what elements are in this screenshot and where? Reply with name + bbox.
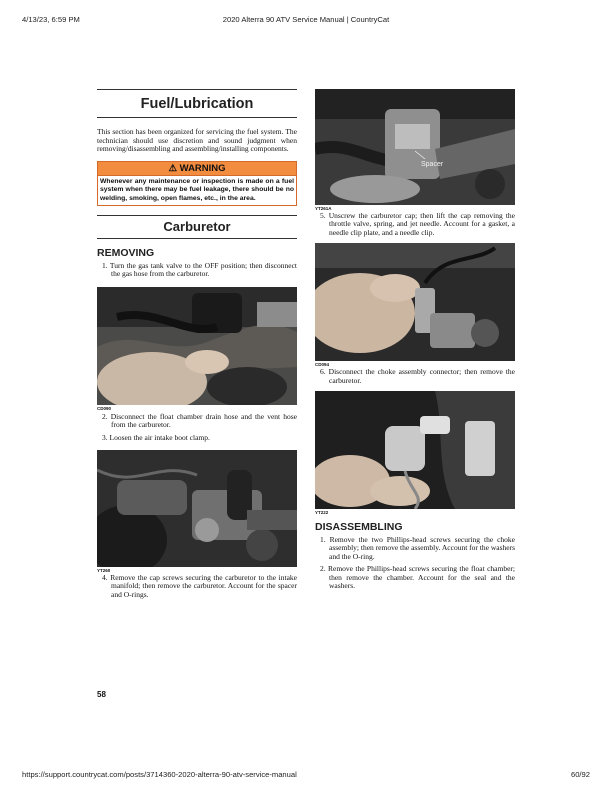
- warning-header: [98, 162, 296, 176]
- photo-carburetor-removed: [315, 391, 515, 509]
- right-column: [315, 89, 515, 590]
- photo-spacer-code: YT261A: [315, 206, 332, 211]
- disassembling-heading: DISASSEMBLING: [315, 521, 403, 534]
- removing-step-6: 6. Disconnect the choke assembly connector; then remove the carburetor.: [320, 367, 515, 385]
- warning-box: [97, 161, 297, 206]
- removing-step-4: 4. Remove the cap screws securing the carburetor to the intake manifold; then remove the carburetor. Account for the spacer and O-rings.: [102, 573, 297, 599]
- photo-spacer: [315, 89, 515, 205]
- photo-gas-hose-image: [97, 287, 297, 405]
- left-column: [97, 89, 297, 599]
- photo-choke-connector: [315, 243, 515, 361]
- photo-intake-boot: [97, 450, 297, 567]
- photo-choke-connector-code: CD094: [315, 362, 330, 368]
- print-page-count: 60/92: [570, 770, 590, 779]
- print-datetime: 4/13/23, 6:59 PM: [22, 15, 80, 24]
- manual-page-number: 58: [97, 690, 106, 699]
- photo-choke-connector-image: [315, 243, 515, 361]
- photo-spacer-image: [315, 89, 515, 205]
- spacer-callout: Spacer: [421, 161, 444, 168]
- disassembling-step-2: 2. Remove the Phillips-head screws securing the float chamber; then remove the chamber. Account for the seal and the washers.: [320, 564, 515, 591]
- photo-intake-boot-code: YT260: [97, 568, 111, 574]
- removing-step-2: 2. Disconnect the float chamber drain hose and the vent hose from the carburetor.: [102, 411, 297, 430]
- removing-step-1: 1. Turn the gas tank valve to the OFF position; then disconnect the gas hose from the carburetor.: [102, 261, 297, 279]
- warning-label: WARNING: [179, 162, 226, 174]
- photo-carburetor-removed-code: YT222: [315, 510, 329, 516]
- warning-text: Whenever any maintenance or inspection is made on a fuel system when there may be fuel leakage, there should be no welding, smoking, open flames, etc., in the area.: [100, 177, 294, 202]
- removing-heading: REMOVING: [97, 247, 155, 259]
- carburetor-title: Carburetor: [163, 219, 231, 234]
- intro-paragraph: This section has been organized for servicing the fuel system. The technician should use discretion and sound judgment when removing/disassembling and assembling/installing components.: [97, 127, 297, 154]
- print-url: https://support.countrycat.com/posts/3714360-2020-alterra-90-atv-service-manual: [22, 770, 297, 779]
- disassembling-step-1: 1. Remove the two Phillips-head screws securing the choke assembly; then remove the assembly. Account for the washers and the O-ring.: [320, 535, 515, 561]
- removing-step-3: 3. Loosen the air intake boot clamp.: [102, 432, 210, 442]
- photo-intake-boot-image: [97, 450, 297, 567]
- section-title: Fuel/Lubrication: [97, 89, 297, 118]
- photo-carburetor-removed-image: [315, 391, 515, 509]
- warning-triangle-icon: ⚠: [168, 162, 177, 174]
- photo-gas-hose-code: CD090: [97, 405, 112, 411]
- print-page-title: 2020 Alterra 90 ATV Service Manual | CountryCat: [222, 15, 390, 24]
- removing-step-5: 5. Unscrew the carburetor cap; then lift the cap removing the throttle valve, spring, and jet needle. Account for a gasket, a needle clip plate, and a needle clip.: [320, 211, 515, 237]
- carb-rule-bottom: [97, 238, 297, 239]
- photo-gas-hose: [97, 287, 297, 405]
